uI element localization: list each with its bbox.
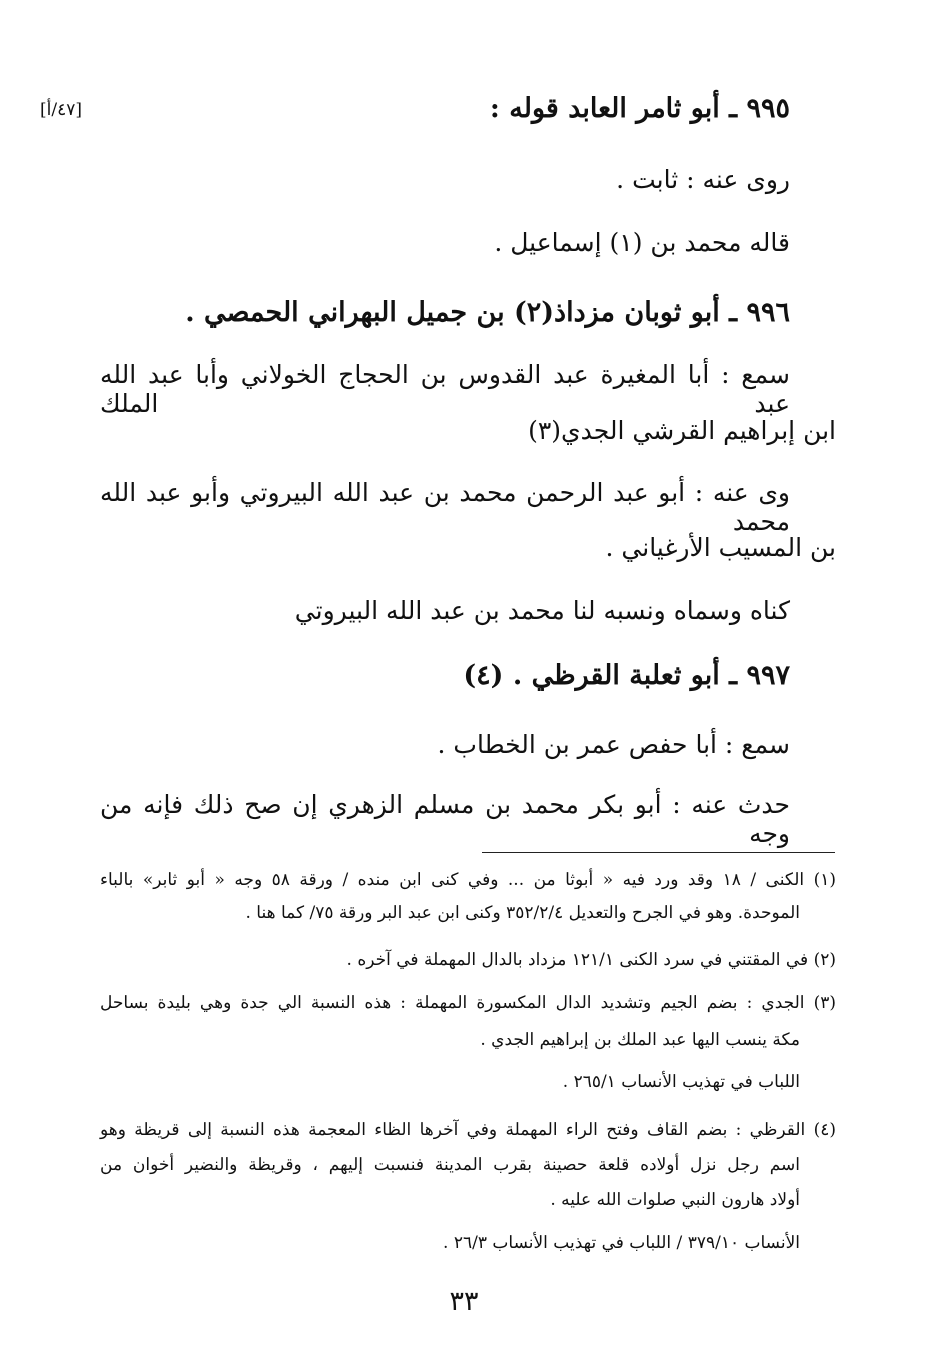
entry-996-heading: ٩٩٦ ـ أبو ثوبان مزداذ(٢) بن جميل البهراني الحمصي .	[185, 297, 790, 328]
entry-995-source: قاله محمد بن (١) إسماعيل .	[494, 228, 790, 257]
entry-997-heard: سمع : أبا حفص عمر بن الخطاب .	[437, 730, 790, 759]
entry-995-heading: ٩٩٥ ـ أبو ثامر العابد قوله :	[489, 93, 790, 124]
footnote-3-line-2: مكة ينسب اليها عبد الملك بن إبراهيم الجدي .	[480, 1030, 800, 1050]
footnote-3-line-1: (٣) الجدي : بضم الجيم وتشديد الدال المكسورة المهملة : هذه النسبة الي جدة وهي بليدة بساحل	[100, 993, 836, 1013]
footnote-3-line-3: اللباب في تهذيب الأنساب ٢٦٥/١ .	[562, 1072, 800, 1092]
entry-997-narrated-by: حدث عنه : أبو بكر محمد بن مسلم الزهري إن صح ذلك فإنه من وجه	[100, 790, 790, 848]
footnote-4-line-4: الأنساب ٣٧٩/١٠ / اللباب في تهذيب الأنساب ٢٦/٣ .	[443, 1233, 800, 1253]
footnote-1-line-2: الموحدة. وهو في الجرح والتعديل ٣٥٢/٢/٤ وكنى ابن عبد البر ورقة ٧٥/ كما هنا .	[245, 903, 800, 923]
footnote-4-line-1: (٤) القرظي : بضم القاف وفتح الراء المهملة وفي آخرها الظاء المعجمة هذه النسبة إلى قريظة وهو	[100, 1120, 836, 1140]
entry-996-narrated-line-2: بن المسيب الأرغياني .	[605, 533, 836, 562]
footnote-1-line-1: (١) الكنى / ١٨ وقد ورد فيه « أبوثا من ... وفي كنى ابن منده / ورقة ٥٨ وجه « أبو ثابر» بالباء	[100, 870, 836, 890]
footnote-separator	[482, 852, 835, 853]
entry-996-kunya-note: كناه وسماه ونسبه لنا محمد بن عبد الله البيروتي	[294, 596, 790, 625]
margin-folio-reference: [٤٧/أ]	[40, 100, 82, 120]
entry-995-narrated-from: روى عنه : ثابت .	[616, 165, 790, 194]
entry-996-heard-line-1: سمع : أبا المغيرة عبد القدوس بن الحجاج الخولاني وأبا عبد الله عبد الملك	[100, 360, 790, 418]
page-number: ٣٣	[449, 1286, 479, 1317]
entry-997-heading: ٩٩٧ ـ أبو ثعلبة القرظي . (٤)	[463, 660, 790, 691]
footnote-2: (٢) في المقتني في سرد الكنى ١٢١/١ مزداد بالدال المهملة في آخره .	[346, 950, 836, 970]
entry-996-heard-line-2: ابن إبراهيم القرشي الجدي(٣)	[528, 416, 836, 445]
footnote-4-line-3: أولاد هارون النبي صلوات الله عليه .	[550, 1190, 800, 1210]
footnote-4-line-2: اسم رجل نزل أولاده قلعة حصينة بقرب المدينة فنسبت إليهم ، وقريظة والنضير أخوان من	[100, 1155, 800, 1175]
entry-996-narrated-line-1: وى عنه : أبو عبد الرحمن محمد بن عبد الله البيروتي وأبو عبد الله محمد	[100, 478, 790, 536]
